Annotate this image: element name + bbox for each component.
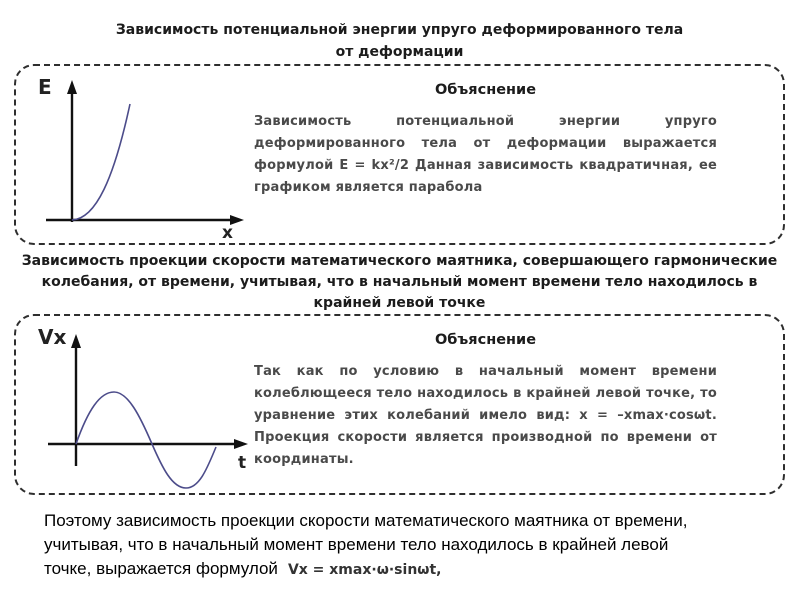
velocity-y-axis-arrowhead-icon — [71, 334, 81, 348]
second-title — [0, 251, 799, 314]
parabola-graph — [32, 70, 257, 238]
main-title-line1: Зависимость потенциальной энергии упруго деформированного тела — [115, 22, 684, 38]
energy-explanation-title: Объяснение — [434, 82, 537, 98]
velocity-x-axis-label: t — [238, 453, 247, 473]
energy-y-axis-label: E — [38, 75, 52, 99]
sine-curve — [76, 392, 216, 488]
sine-graph — [32, 320, 272, 494]
second-title-line3: крайней левой точке — [313, 295, 486, 311]
energy-explanation — [254, 82, 717, 199]
panel-velocity — [14, 314, 785, 495]
energy-x-axis-label: x — [222, 223, 233, 238]
main-title — [0, 20, 799, 63]
second-title-line1: Зависимость проекции скорости математического маятника, совершающего гармонические — [21, 253, 778, 269]
parabola-curve — [72, 104, 130, 220]
conclusion-paragraph — [44, 509, 768, 581]
main-title-line2: от деформации — [335, 43, 464, 60]
panel-energy — [14, 64, 785, 245]
energy-y-axis-arrowhead-icon — [67, 80, 77, 94]
velocity-explanation — [254, 332, 717, 471]
velocity-y-axis-label: Vx — [38, 325, 67, 349]
velocity-formula: Vx = xmax·ω·sinωt, — [287, 562, 442, 579]
velocity-explanation-title: Объяснение — [434, 332, 537, 348]
conclusion-line2: учитывая, что в начальный момент времени тело находилось в крайней левой — [44, 535, 669, 555]
conclusion-line1: Поэтому зависимость проекции скорости математического маятника от времени, — [44, 511, 688, 530]
conclusion-line3: точке, выражается формулой — [44, 559, 278, 579]
second-title-line2: колебания, от времени, учитывая, что в начальный момент времени тело находилось в — [41, 274, 758, 290]
velocity-explanation-text: Так как по условию в начальный момент времени колеблющееся тело находилось в крайней левой точке, то уравнение этих колебаний имело вид: x = –xmax·cosωt. Проекция скорости является производной по времени от координаты. — [254, 364, 717, 468]
velocity-x-axis-arrowhead-icon — [234, 439, 248, 449]
energy-explanation-text: Зависимость потенциальной энергии упруго деформированного тела от деформации выражается формулой E = kx²/2 Данная зависимость квадратичная, ее графиком является парабола — [254, 114, 717, 196]
